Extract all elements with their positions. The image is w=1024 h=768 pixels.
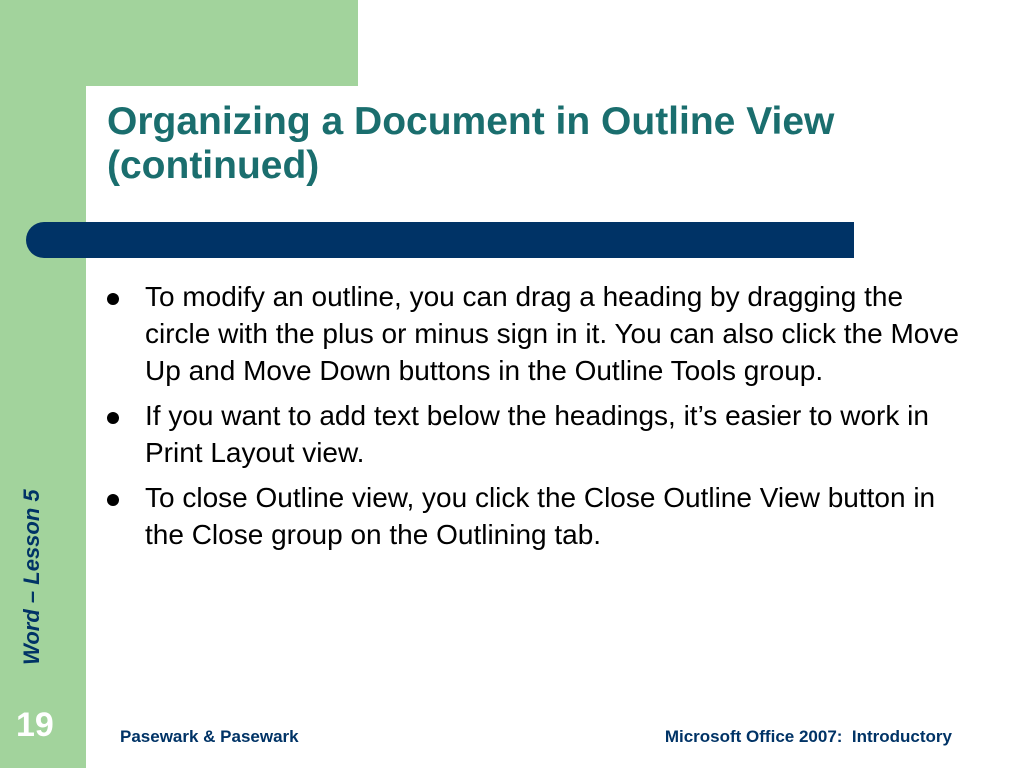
bullet-dot-icon (107, 494, 119, 506)
bullet-item (107, 397, 967, 471)
bullet-item (107, 278, 967, 389)
bullet-text: If you want to add text below the headings, it’s easier to work in Print Layout view. (145, 400, 929, 468)
green-frame-top (0, 0, 358, 86)
slide-title-line-1: Organizing a Document in Outline View (107, 100, 835, 143)
bullet-item (107, 479, 967, 553)
bullet-dot-icon (107, 293, 119, 305)
bullet-text: To close Outline view, you click the Close Outline View button in the Close group on the Outlining tab. (145, 482, 936, 550)
bullet-list (107, 278, 967, 561)
slide-title (107, 100, 987, 188)
bullet-text: To modify an outline, you can drag a heading by dragging the circle with the plus or minus sign in it. You can also click the Move Up and Move Down buttons in the Outline Tools group. (145, 281, 959, 386)
slide-title-line-2: (continued) (107, 144, 320, 187)
bullet-dot-icon (107, 412, 119, 424)
side-lesson-label: Word – Lesson 5 (19, 489, 44, 665)
slide-number: 19 (16, 706, 54, 744)
footer-course: Microsoft Office 2007: Introductory (664, 727, 952, 746)
footer-authors: Pasewark & Pasewark (120, 727, 299, 746)
title-underline-bar (26, 222, 854, 258)
